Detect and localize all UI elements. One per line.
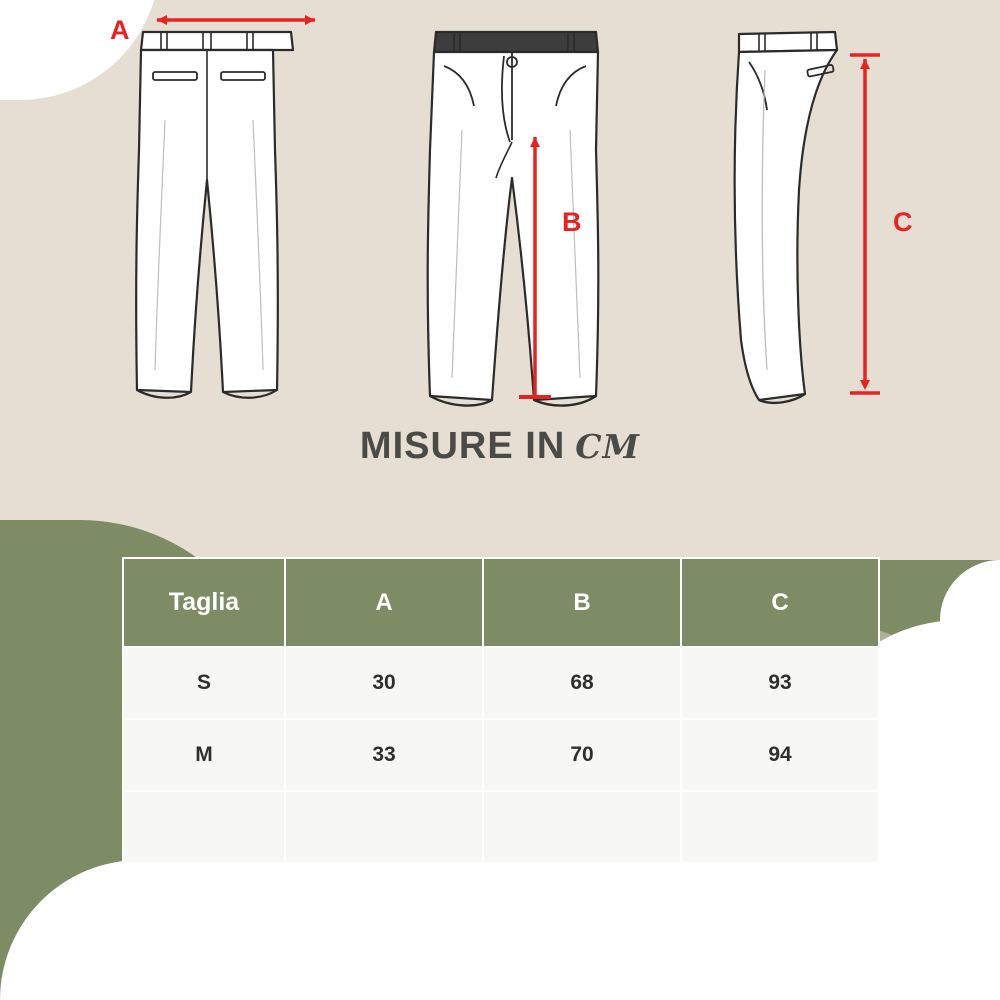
trousers-back-illustration	[95, 10, 335, 410]
size-table	[122, 557, 880, 864]
table-row	[123, 719, 879, 791]
table-cell-c: 94	[681, 719, 879, 791]
caption-unit-text: CM	[575, 427, 641, 466]
table-cell-size: M	[123, 719, 285, 791]
table-cell-b: 68	[483, 647, 681, 719]
table-header-a: A	[285, 558, 483, 647]
table-header-b: B	[483, 558, 681, 647]
caption-main-text: MISURE IN	[359, 425, 566, 467]
table-cell-a	[285, 791, 483, 863]
measure-arrow-b	[505, 125, 565, 415]
measure-arrow-a	[95, 0, 345, 50]
table-header-row	[123, 558, 879, 647]
table-cell-b: 70	[483, 719, 681, 791]
measure-label-a: A	[110, 15, 130, 45]
size-table-header	[123, 558, 879, 647]
measure-label-c: C	[893, 207, 913, 237]
measure-arrow-c	[840, 45, 890, 405]
table-cell-size	[123, 791, 285, 863]
table-cell-a: 33	[285, 719, 483, 791]
table-cell-b	[483, 791, 681, 863]
table-cell-a: 30	[285, 647, 483, 719]
table-header-taglia: Taglia	[123, 558, 285, 647]
caption	[0, 425, 1000, 468]
size-table-wrapper	[122, 557, 879, 864]
measure-label-b: B	[562, 207, 582, 237]
table-cell-c: 93	[681, 647, 879, 719]
table-row	[123, 647, 879, 719]
table-cell-c	[681, 791, 879, 863]
table-header-c: C	[681, 558, 879, 647]
table-cell-size: S	[123, 647, 285, 719]
size-table-body	[123, 647, 879, 863]
table-row-empty	[123, 791, 879, 863]
